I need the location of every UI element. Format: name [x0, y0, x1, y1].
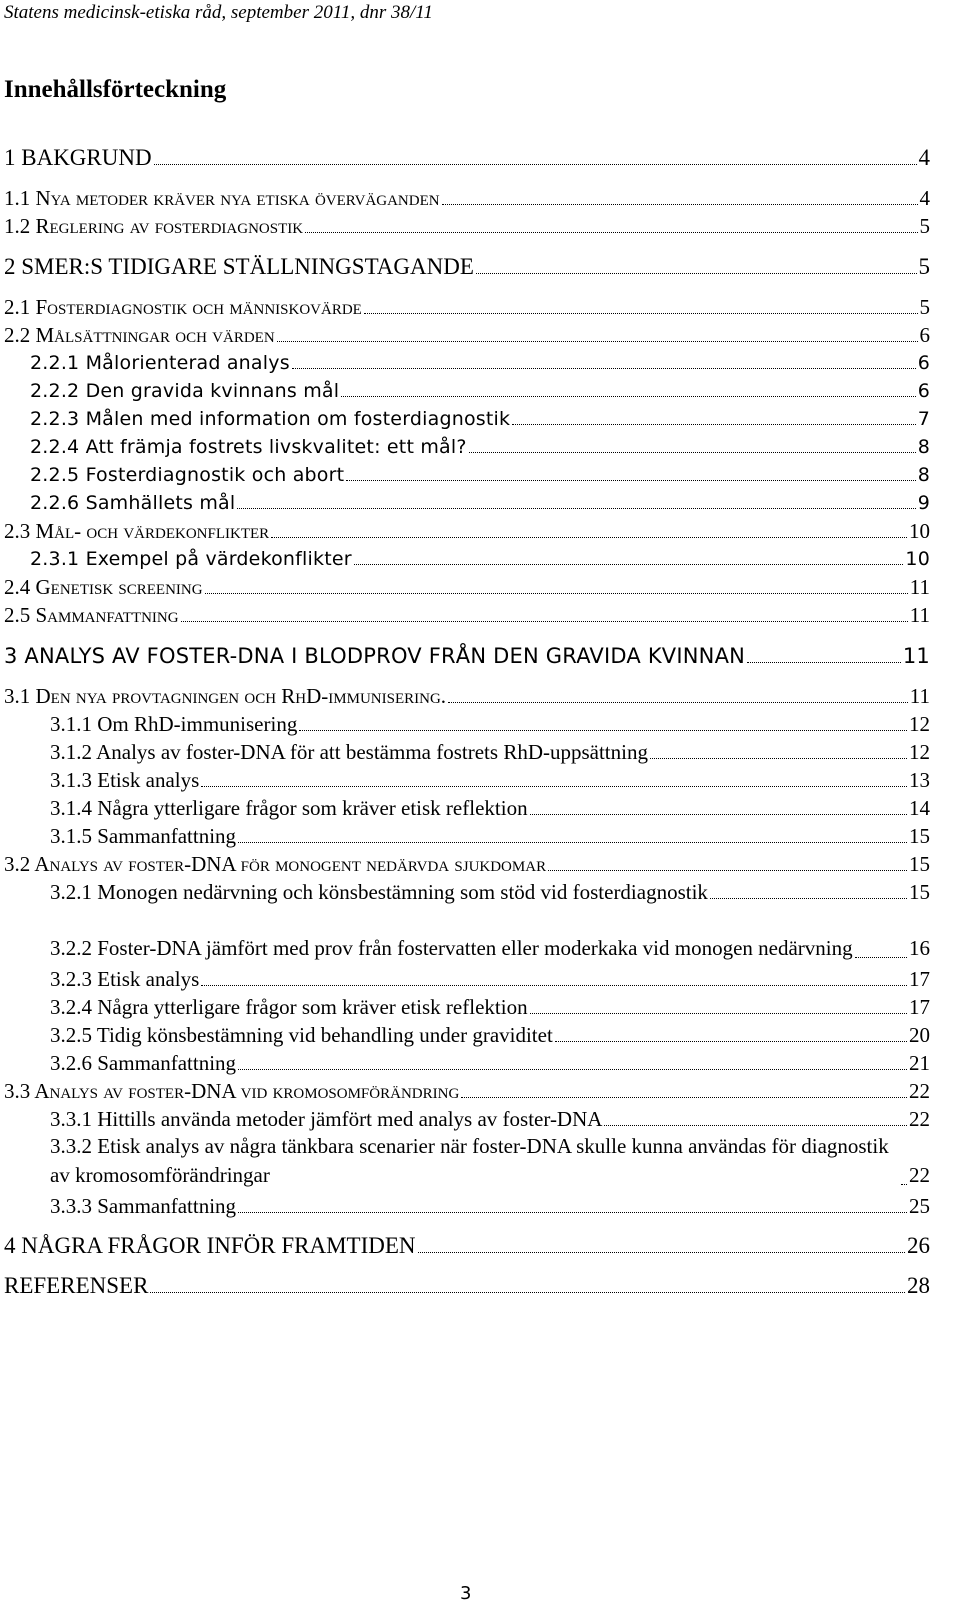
toc-leader-dots: [354, 563, 904, 565]
toc-entry-label: 3.1 Den nya provtagningen och RhD-immunisering.: [4, 684, 447, 708]
toc-entry-3-1-3[interactable]: [50, 767, 930, 793]
toc-entry-referenser[interactable]: [4, 1273, 930, 1299]
toc-leader-dots: [154, 163, 917, 165]
toc-entry-label: REFERENSER: [4, 1273, 149, 1298]
toc-entry-label: 2.3 Mål- och värdekonflikter: [4, 519, 270, 543]
toc-leader-dots: [205, 592, 908, 594]
toc-entry-label: 3.2.1 Monogen nedärvning och könsbestämning som stöd vid fosterdiagnostik: [50, 880, 708, 904]
toc-leader-dots: [277, 340, 918, 342]
toc-entry-label: 3.3.3 Sammanfattning: [50, 1194, 237, 1218]
toc-entry-2-2-6[interactable]: [30, 490, 930, 516]
toc-entry-label: 3.1.5 Sammanfattning: [50, 824, 237, 848]
toc-leader-dots: [238, 1211, 907, 1213]
toc-entry-label: 1.2 Reglering av fosterdiagnostik: [4, 214, 304, 238]
toc-entry-3-2-5[interactable]: [50, 1022, 930, 1048]
toc-entry-page: 13: [909, 768, 930, 792]
toc-title: Innehållsförteckning: [4, 76, 227, 103]
toc-entry-page: 5: [919, 295, 930, 319]
toc-leader-dots: [442, 203, 918, 205]
toc-entry-page: 8: [917, 464, 930, 486]
toc-entry-label: 3.2.4 Några ytterligare frågor som kräver etisk reflektion: [50, 995, 528, 1019]
toc-entry-label: 2.2.3 Målen med information om fosterdiagnostik: [30, 408, 511, 430]
toc-leader-dots: [364, 312, 918, 314]
toc-entry-label: 2.2.2 Den gravida kvinnans mål: [30, 380, 340, 402]
toc-leader-dots: [305, 231, 917, 233]
toc-entry-2-3-1[interactable]: [30, 546, 930, 572]
toc-entry-page: 22: [909, 1079, 930, 1103]
toc-entry-label: 2.3.1 Exempel på värdekonflikter: [30, 548, 352, 570]
toc-entry-page: 10: [905, 548, 930, 570]
toc-entry-page: 12: [909, 740, 930, 764]
toc-leader-dots: [271, 536, 907, 538]
toc-entry-3-1-5[interactable]: [50, 823, 930, 849]
toc-entry-label: 3.1.2 Analys av foster-DNA för att bestämma fostrets RhD-uppsättning: [50, 740, 648, 764]
toc-entry-page: 6: [917, 380, 930, 402]
toc-entry-1-1[interactable]: [4, 185, 930, 211]
toc-entry-label: 2.2.5 Fosterdiagnostik och abort: [30, 464, 345, 486]
toc-entry-label: 3.2.2 Foster-DNA jämfört med prov från fostervatten eller moderkaka vid monogen nedärvning: [50, 936, 853, 960]
toc-entry-page: 5: [918, 254, 930, 279]
toc-entry-page: 22: [909, 1107, 930, 1131]
toc-entry-3-2-2[interactable]: [50, 907, 930, 963]
toc-entry-2-5[interactable]: [4, 602, 930, 628]
toc-entry-1[interactable]: [4, 145, 930, 171]
toc-entry-page: 10: [909, 519, 930, 543]
toc-entry-3-3-2[interactable]: [50, 1134, 930, 1190]
page-number: 3: [460, 1583, 472, 1604]
toc-entry-page: 17: [909, 967, 930, 991]
toc-entry-page: 28: [907, 1273, 930, 1298]
toc-entry-page: 26: [907, 1233, 930, 1258]
toc-leader-dots: [201, 785, 907, 787]
toc-entry-label: 3.3 Analys av foster-DNA vid kromosomförändring: [4, 1079, 460, 1103]
toc-leader-dots: [181, 620, 908, 622]
toc-entry-label: 3.3.1 Hittills använda metoder jämfört med analys av foster-DNA: [50, 1107, 603, 1131]
toc-entry-label: 3.2.5 Tidig könsbestämning vid behandling under graviditet: [50, 1023, 553, 1047]
toc-entry-page: 6: [917, 352, 930, 374]
toc-entry-page: 6: [919, 323, 930, 347]
toc-entry-3[interactable]: [4, 643, 930, 669]
toc-entry-label: 3.2 Analys av foster-DNA för monogent nedärvda sjukdomar: [4, 852, 547, 876]
toc-entry-label: 2 SMER:S TIDIGARE STÄLLNINGSTAGANDE: [4, 254, 474, 279]
toc-entry-label: 2.4 Genetisk screening: [4, 575, 203, 599]
toc-entry-page: 11: [909, 684, 930, 708]
toc-entry-label: 1.1 Nya metoder kräver nya etiska överväganden: [4, 186, 440, 210]
toc-entry-page: 11: [909, 603, 930, 627]
toc-leader-dots: [469, 451, 916, 453]
toc-leader-dots: [710, 897, 907, 899]
toc-leader-dots: [901, 1183, 907, 1185]
toc-entry-3-3-1[interactable]: [50, 1106, 930, 1132]
toc-leader-dots: [548, 869, 907, 871]
toc-entry-2-4[interactable]: [4, 574, 930, 600]
toc-entry-1-2[interactable]: [4, 213, 930, 239]
toc-entry-3-2-1[interactable]: [50, 879, 930, 905]
toc-entry-page: 25: [909, 1194, 930, 1218]
toc-entry-page: 9: [917, 492, 930, 514]
toc-entry-label: 3.1.4 Några ytterligare frågor som kräver etisk reflektion: [50, 796, 528, 820]
toc-entry-2-3[interactable]: [4, 518, 930, 544]
toc-leader-dots: [604, 1124, 907, 1126]
toc-entry-label: 2.2 Målsättningar och värden: [4, 323, 275, 347]
toc-leader-dots: [650, 757, 907, 759]
toc-entry-page: 22: [909, 1163, 930, 1187]
toc-entry-3-3-3[interactable]: [50, 1193, 930, 1219]
toc-entry-4[interactable]: [4, 1233, 930, 1259]
toc-entry-label: 3.3.2 Etisk analys av några tänkbara scenarier när foster-DNA skulle kunna användas för diagnostik av kromosomförändringar: [50, 1134, 889, 1187]
toc-leader-dots: [530, 1012, 907, 1014]
toc-entry-page: 7: [917, 408, 930, 430]
toc-entry-3-2-6[interactable]: [50, 1050, 930, 1076]
toc-entry-label: 3.2.6 Sammanfattning: [50, 1051, 237, 1075]
toc-entry-page: 11: [909, 575, 930, 599]
toc-entry-page: 14: [909, 796, 930, 820]
toc-entry-3-2-3[interactable]: [50, 966, 930, 992]
toc-entry-page: 12: [909, 712, 930, 736]
toc-leader-dots: [418, 1251, 906, 1253]
toc-leader-dots: [461, 1096, 907, 1098]
toc-leader-dots: [530, 813, 907, 815]
toc-entry-3-2[interactable]: [4, 851, 930, 877]
toc-entry-page: 4: [918, 145, 930, 170]
toc-entry-2-2-3[interactable]: [30, 406, 930, 432]
toc-entry-3-1-2[interactable]: [50, 739, 930, 765]
toc-entry-2-2-1[interactable]: [30, 350, 930, 376]
toc-entry-3-2-4[interactable]: [50, 994, 930, 1020]
toc-leader-dots: [512, 423, 915, 425]
toc-entry-label: 2.2.4 Att främja fostrets livskvalitet: ett mål?: [30, 436, 467, 458]
toc-leader-dots: [237, 507, 915, 509]
toc-entry-2-2-4[interactable]: [30, 434, 930, 460]
toc-entry-2-2-5[interactable]: [30, 462, 930, 488]
toc-leader-dots: [448, 701, 908, 703]
toc-entry-label: 3.1.3 Etisk analys: [50, 768, 200, 792]
toc-entry-page: 17: [909, 995, 930, 1019]
toc-entry-page: 15: [909, 824, 930, 848]
toc-entry-2-1[interactable]: [4, 294, 930, 320]
toc-entry-label: 2.1 Fosterdiagnostik och människovärde: [4, 295, 362, 319]
toc-entry-3-1[interactable]: [4, 683, 930, 709]
toc-entry-page: 20: [909, 1023, 930, 1047]
toc-entry-page: 15: [909, 880, 930, 904]
toc-leader-dots: [299, 729, 907, 731]
toc-leader-dots: [238, 841, 907, 843]
toc-entry-page: 4: [919, 186, 930, 210]
toc-entry-page: 11: [902, 644, 930, 668]
toc-leader-dots: [150, 1291, 905, 1293]
toc-leader-dots: [341, 395, 915, 397]
running-header: Statens medicinsk-etiska råd, september 2011, dnr 38/11: [4, 2, 433, 23]
toc-entry-3-3[interactable]: [4, 1078, 930, 1104]
toc-leader-dots: [346, 479, 915, 481]
toc-entry-label: 2.2.1 Målorienterad analys: [30, 352, 290, 374]
toc-entry-label: 3 ANALYS AV FOSTER-DNA I BLODPROV FRÅN DEN GRAVIDA KVINNAN: [4, 644, 746, 668]
toc-entry-page: 5: [919, 214, 930, 238]
toc-entry-label: 3.1.1 Om RhD-immunisering: [50, 712, 298, 736]
toc-entry-3-1-1[interactable]: [50, 711, 930, 737]
toc-leader-dots: [201, 984, 907, 986]
toc-entry-2-2[interactable]: [4, 322, 930, 348]
toc-entry-page: 21: [909, 1051, 930, 1075]
toc-entry-2-2-2[interactable]: [30, 378, 930, 404]
toc-leader-dots: [747, 661, 901, 663]
toc-entry-page: 15: [909, 852, 930, 876]
toc-leader-dots: [855, 956, 907, 958]
toc-entry-label: 2.2.6 Samhällets mål: [30, 492, 236, 514]
toc-entry-page: 16: [909, 936, 930, 960]
toc-leader-dots: [555, 1040, 907, 1042]
toc-leader-dots: [238, 1068, 907, 1070]
toc-entry-label: 1 BAKGRUND: [4, 145, 152, 170]
toc-entry-3-1-4[interactable]: [50, 795, 930, 821]
toc-entry-label: 3.2.3 Etisk analys: [50, 967, 200, 991]
toc-entry-label: 2.5 Sammanfattning: [4, 603, 179, 627]
toc-leader-dots: [292, 367, 916, 369]
toc-entry-page: 8: [917, 436, 930, 458]
toc-entry-2[interactable]: [4, 254, 930, 280]
toc-entry-label: 4 NÅGRA FRÅGOR INFÖR FRAMTIDEN: [4, 1233, 416, 1258]
toc-leader-dots: [476, 272, 917, 274]
